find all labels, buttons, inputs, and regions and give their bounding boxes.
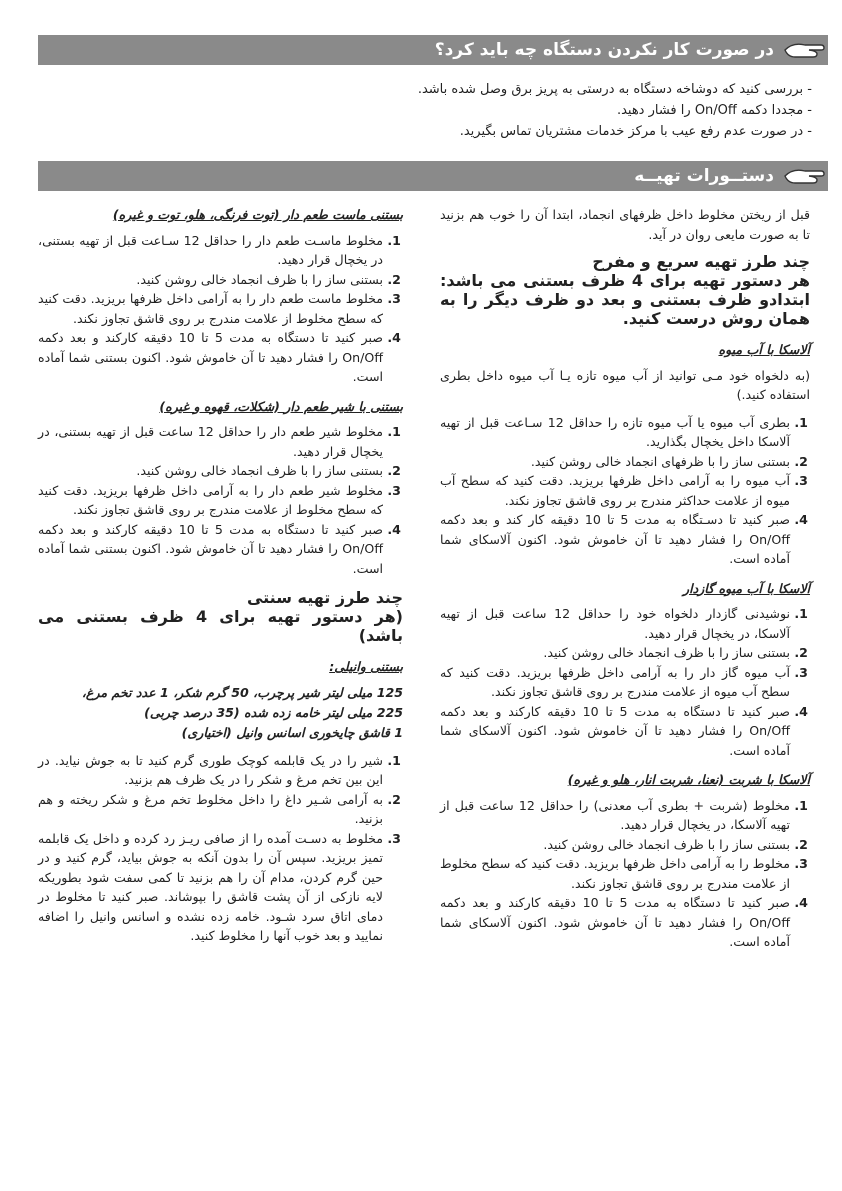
pointing-hand-icon (782, 35, 826, 65)
alaska-juice-heading: آلاسکا با آب میوه (718, 342, 810, 357)
step: 4. صبر کنید تا دستگاه به مدت 5 تا 10 دقیقه کارکند و بعد دکمه On/Off را فشار دهید تا آن خاموش شود. اکنون آلاسکای شما آماده است. (440, 702, 790, 761)
troubleshoot-item: - بررسی کنید که دوشاخه دستگاه به درستی به پریز برق وصل شده باشد. (417, 82, 812, 97)
vanilla-heading: بستنی وانیلی: (329, 659, 403, 674)
step: 1. شیر را در یک قابلمه کوچک طوری گرم کنید تا به جوش نیاید. در این بین تخم مرغ و شکر را در یک ظرف هم بزنید. (38, 751, 383, 790)
troubleshoot-item: - در صورت عدم رفع عیب با مرکز خدمات مشتریان تماس بگیرید. (459, 124, 812, 139)
troubleshoot-title: در صورت کار نکردن دستگاه چه باید کرد؟ (434, 40, 774, 60)
step: 1. بطری آب میوه یا آب میوه تازه را حداقل 12 سـاعت قبل از تهیه آلاسکا داخل یخچال بگذارید. (440, 413, 790, 452)
step: 2. بستنی ساز را با ظرف انجماد خالی روشن کنید. (440, 643, 790, 663)
alaska-soda-heading: آلاسکا با آب میوه گازدار (682, 580, 810, 596)
alaska-juice-note: (به دلخواه خود مـی توانید از آب میوه تازه یـا آب میوه داخل بطری استفاده کنید.) (440, 367, 810, 402)
vanilla-steps (38, 751, 403, 946)
step: 1. نوشیدنی گازدار دلخواه خود را حداقل 12 ساعت قبل از تهیه آلاسکا، در یخچال قرار دهید. (440, 604, 790, 643)
step: 1. مخلوط شیر طعم دار را حداقل 12 ساعت قبل از تهیه بستنی، در یخچال قرار دهید. (38, 422, 383, 461)
troubleshoot-item: - مجددا دکمه On/Off را فشار دهید. (616, 103, 812, 118)
step: 1. مخلوط (شربت + بطری آب معدنی) را حداقل 12 ساعت قبل از تهیه آلاسکا، در یخچال قرار دهید. (440, 796, 790, 835)
flavored-milk-steps (38, 422, 403, 578)
quick-recipes-title: چند طرز تهیه سریع و مفرح هر دستور تهیه برای 4 ظرف بستنی می باشد: ابتدادو ظرف بستنی و بعد دو ظرف دیگر را به همان روش درست کنید. (440, 252, 810, 328)
instructions-title-bar (38, 161, 828, 191)
step: 3. آب میوه را به آرامی داخل ظرفها بریزید. دقت کنید که سطح آب میوه از علامت حداکثر مندرج بر روی قاشق تجاوز نکند. (440, 471, 790, 510)
step: 4. صبر کنید تا دستگاه به مدت 5 تا 10 دقیقه کارکند و بعد دکمه On/Off را فشار دهید تا آن خاموش شود. اکنون آلاسکای شما آماده است. (440, 893, 790, 952)
step: 3. مخلوط ماست طعم دار را به آرامی داخل ظرفها بریزید. دقت کنید که سطح مخلوط از علامت مندرج بر روی قاشق تجاوز نکند. (38, 289, 383, 328)
step: 4. صبر کنید تا دسـتگاه به مدت 5 تا 10 دقیقه کار کند و بعد دکمه On/Off را فشار دهید تا آن خاموش شود. اکنون آلاسکای شما آماده است. (440, 510, 790, 569)
step: 2. به آرامی شـیر داغ را داخل مخلوط تخم مرغ و شکر ریخته و هم بزنید. (38, 790, 383, 829)
alaska-syrup-heading: آلاسکا با شربت (نعنا، شربت انار، هلو و غیره) (567, 772, 810, 787)
vanilla-ingredients: 125 میلی لیتر شیر پرچرب، 50 گرم شکر، 1 عدد تخم مرغ، 225 میلی لیتر خامه زده شده (35 درصد چربی) 1 قاشق چایخوری اسانس وانیل (اختیاری) (81, 684, 403, 740)
alaska-soda-steps (440, 604, 810, 760)
step: 2. بستنی ساز را با ظرف انجماد خالی روشن کنید. (38, 461, 383, 481)
intro-text: قبل از ریختن مخلوط داخل ظرفهای انجماد، ابتدا آن را خوب هم بزنید تا به صورت مایعی روان در آید. (440, 207, 810, 242)
step: 4. صبر کنید تا دستگاه به مدت 5 تا 10 دقیقه کارکند و بعد دکمه On/Off را فشار دهید تا آن خاموش شود. اکنون بستنی شما آماده است. (38, 328, 383, 387)
step: 3. مخلوط به دسـت آمده را از صافی ریـز رد کرده و داخل یک قابلمه تمیز بریزید. سپس آن را بدون آنکه به جوش بیاید، گرم کنید و در حین گرم کردن، مدام آن را هم بزنید تا کمی سفت شود بطوریکه لایه نازکی از آن پشت قاشق را بپوشاند. صبر کنید تا مخلوط در دمای اتاق سرد شـود. خامه زده نشده و اسانس وانیل را اضافه نمایید و بعد خوب آنها را مخلوط کنید. (38, 829, 383, 946)
yogurt-steps (38, 231, 403, 387)
step: 2. بستنی ساز را با ظرف انجماد خالی روشن کنید. (440, 835, 790, 855)
step: 2. بستنی ساز را با ظرفهای انجماد خالی روشن کنید. (440, 452, 790, 472)
traditional-recipes-title: چند طرز تهیه سنتی (هر دستور تهیه برای 4 ظرف بستنی می باشد) (38, 588, 403, 645)
troubleshoot-list (60, 79, 812, 142)
step: 3. مخلوط شیر طعم دار را به آرامی داخل ظرفها بریزید. دقت کنید که سطح مخلوط از علامت مندرج بر روی قاشق تجاوز نکند. (38, 481, 383, 520)
step: 2. بستنی ساز را با ظرف انجماد خالی روشن کنید. (38, 270, 383, 290)
troubleshoot-title-bar (38, 35, 828, 65)
step: 1. مخلوط ماسـت طعم دار را حداقل 12 سـاعت قبل از تهیه بستنی، در یخچال قرار دهید. (38, 231, 383, 270)
step: 4. صبر کنید تا دستگاه به مدت 5 تا 10 دقیقه کارکند و بعد دکمه On/Off را فشار دهید تا آن خاموش شود. اکنون بستنی شما آماده است. (38, 520, 383, 579)
instructions-title: دستــورات تهیــه (634, 166, 774, 186)
flavored-milk-heading: بستنی با شیر طعم دار (شکلات، قهوه و غیره) (159, 398, 403, 414)
step: 3. آب میوه گاز دار را به آرامی داخل ظرفها بریزید. دقت کنید که سطح آب میوه از علامت مندرج بر روی قاشق تجاوز نکند. (440, 663, 790, 702)
left-column (38, 205, 403, 952)
right-column (440, 205, 810, 958)
step: 3. مخلوط را به آرامی داخل ظرفها بریزید. دقت کنید که سطح مخلوط از علامت مندرج بر روی قاشق تجاوز نکند. (440, 854, 790, 893)
yogurt-heading: بستنی ماست طعم دار (توت فرنگی، هلو، توت و غیره) (112, 207, 403, 222)
alaska-syrup-steps (440, 796, 810, 952)
alaska-juice-steps (440, 413, 810, 569)
pointing-hand-icon (782, 161, 826, 191)
